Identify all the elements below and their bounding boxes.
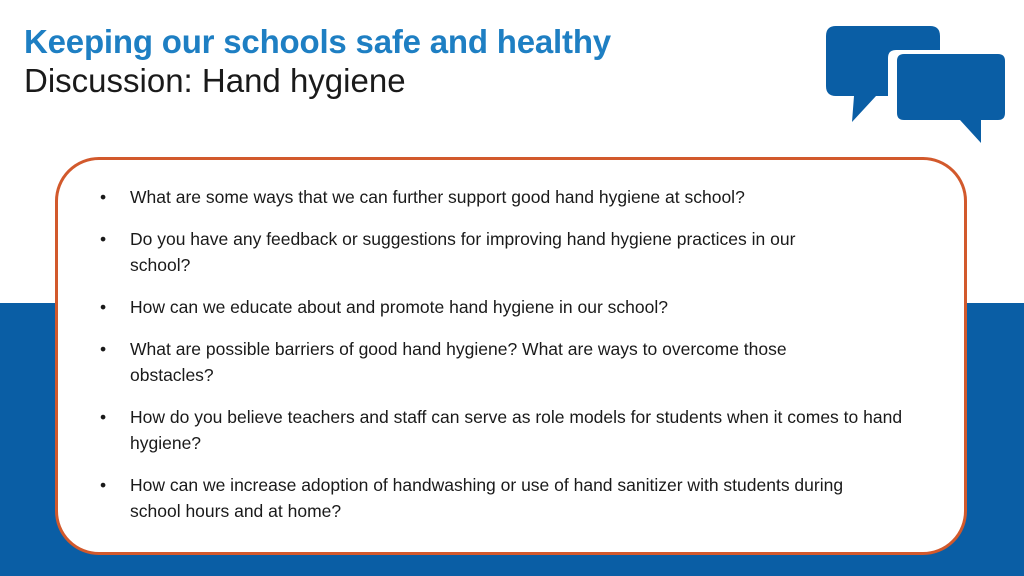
bullet-icon: • (100, 407, 107, 427)
question-text: How can we educate about and promote hand hygiene in our school? (130, 297, 669, 317)
list-item (100, 336, 870, 388)
question-text: How do you believe teachers and staff can serve as role models for students when it comes to hand hygiene? (130, 407, 903, 453)
question-text: What are possible barriers of good hand hygiene? What are ways to overcome those obstacles? (130, 339, 787, 385)
bullet-icon: • (100, 339, 107, 359)
list-item (100, 184, 930, 210)
speech-bubbles-icon (826, 22, 1010, 154)
bullet-icon: • (100, 475, 107, 495)
question-text: How can we increase adoption of handwashing or use of hand sanitizer with students during school hours and at home? (130, 475, 844, 521)
slide-header (24, 24, 611, 100)
question-list (100, 184, 930, 540)
bullet-icon: • (100, 229, 107, 249)
slide-subtitle: Discussion: Hand hygiene (24, 62, 406, 100)
list-item (100, 404, 930, 456)
list-item (100, 226, 820, 278)
slide-title: Keeping our schools safe and healthy (24, 23, 611, 60)
list-item (100, 472, 875, 524)
question-text: What are some ways that we can further support good hand hygiene at school? (130, 187, 745, 207)
question-text: Do you have any feedback or suggestions for improving hand hygiene practices in our school? (130, 229, 796, 275)
bullet-icon: • (100, 297, 107, 317)
bullet-icon: • (100, 187, 107, 207)
list-item (100, 294, 930, 320)
discussion-card (55, 157, 967, 555)
